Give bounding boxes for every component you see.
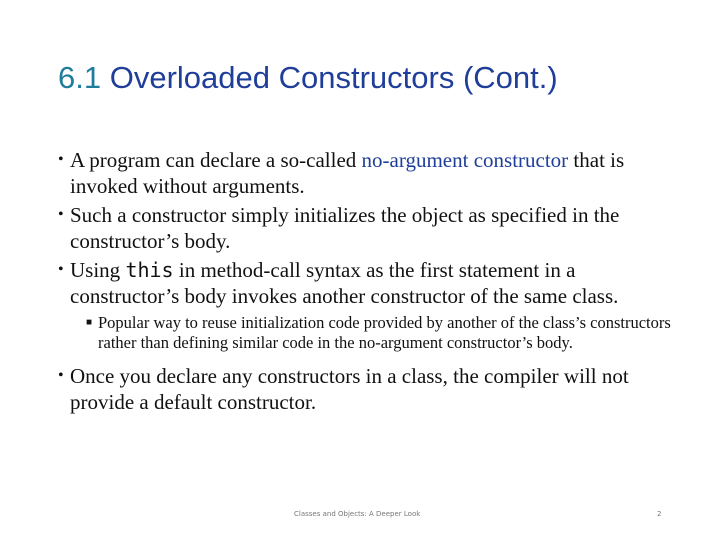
sub-bullet [58,313,678,353]
slide-title [58,60,558,96]
bullet-3 [58,257,678,309]
bullet-4 [58,363,678,415]
term-no-argument-constructor: no-argument constructor [361,148,569,172]
slide-body [58,147,678,418]
code-this: this [125,258,174,282]
title-number: 6.1 [58,60,102,95]
bullet-1 [58,147,678,199]
bullet-marker: • [58,206,64,223]
bullet-marker: • [58,151,64,168]
page-number: 2 [657,510,662,518]
bullet-3-text-end: in method-call syntax as the first statement in a constructor’s body invokes another constructor of the same class. [70,258,619,308]
sub-bullet-text: Popular way to reuse initialization code provided by another of the class’s constructors rather than defining similar code in the no-argument constructor’s body. [98,313,671,352]
square-bullet-icon: ■ [86,317,93,328]
bullet-marker: • [58,261,64,278]
bullet-marker: • [58,367,64,384]
bullet-1-text-end: that is invoked without arguments. [70,148,625,198]
bullet-3-text: Using [70,258,126,282]
title-text: Overloaded Constructors (Cont.) [109,60,558,95]
bullet-4-text: Once you declare any constructors in a class, the compiler will not provide a default constructor. [70,364,629,414]
bullet-2 [58,202,678,254]
bullet-2-text: Such a constructor simply initializes the object as specified in the constructor’s body. [70,203,620,253]
footer-text: Classes and Objects: A Deeper Look [294,510,421,518]
bullet-1-text: A program can declare a so-called [70,148,362,172]
